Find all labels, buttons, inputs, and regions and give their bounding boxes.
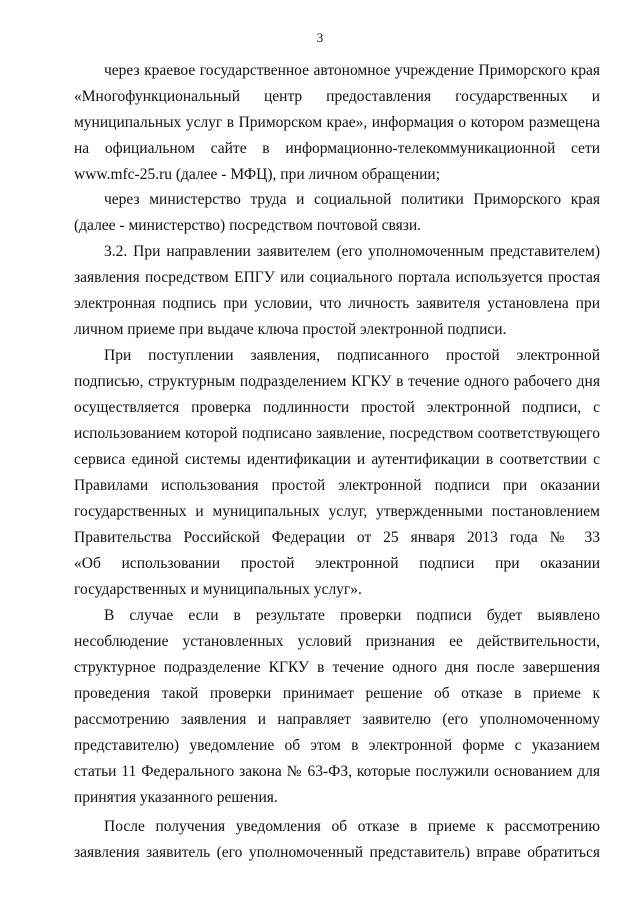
text-line: (далее - министерство) посредством почтовой связи. <box>74 217 422 234</box>
text-line: на официальном сайте в информационно-телекоммуникационной сети <box>74 140 600 157</box>
text-line: государственных и муниципальных услуг». <box>74 581 362 598</box>
text-line: «Многофункциональный центр предоставления государственных и <box>74 88 600 105</box>
text-line: В случае если в результате проверки подписи будет выявлено <box>104 607 600 624</box>
text-line: муниципальных услуг в Приморском крае», информация о котором размещена <box>74 114 600 131</box>
page-number: 3 <box>316 30 324 45</box>
text-line: Правилами использования простой электронной подписи при оказании <box>74 477 600 494</box>
text-line: структурное подразделение КГКУ в течение одного дня после завершения <box>74 659 600 676</box>
text-line: электронная подпись при условии, что личность заявителя установлена при <box>74 295 600 312</box>
text-line: статьи 11 Федерального закона № 63-ФЗ, которые послужили основанием для <box>74 763 600 780</box>
text-line: рассмотрению заявления и направляет заявителю (его уполномоченному <box>74 711 600 728</box>
text-line: заявления заявитель (его уполномоченный представитель) вправе обратиться <box>74 844 600 861</box>
text-line: осуществляется проверка подлинности простой электронной подписи, с <box>74 399 600 416</box>
text-line: государственных и муниципальных услуг, утвержденными постановлением <box>74 503 600 520</box>
text-line: При поступлении заявления, подписанного простой электронной <box>104 347 600 364</box>
text-line: принятия указанного решения. <box>74 789 278 806</box>
text-line: сервиса единой системы идентификации и аутентификации в соответствии с <box>74 451 600 468</box>
text-line: личном приеме при выдаче ключа простой электронной подписи. <box>74 321 507 338</box>
text-line: 3.2. При направлении заявителем (его уполномоченным представителем) <box>104 243 600 260</box>
text-line: использованием которой подписано заявление, посредством соответствующего <box>74 425 600 442</box>
text-line: проведения такой проверки принимает решение об отказе в приеме к <box>74 685 600 702</box>
text-line: Правительства Российской Федерации от 25 января 2013 года № 33 <box>74 529 600 546</box>
text-line: через краевое государственное автономное учреждение Приморского края <box>104 62 600 79</box>
text-line: подписью, структурным подразделением КГКУ в течение одного рабочего дня <box>74 373 600 390</box>
text-line: После получения уведомления об отказе в приеме к рассмотрению <box>104 818 600 835</box>
text-line: представителю) уведомление об этом в электронной форме с указанием <box>74 737 600 754</box>
text-line: несоблюдение установленных условий признания ее действительности, <box>74 633 600 650</box>
text-line: заявления посредством ЕПГУ или социального портала используется простая <box>74 269 600 286</box>
text-line: «Об использовании простой электронной подписи при оказании <box>74 555 600 572</box>
text-line: www.mfc-25.ru (далее - МФЦ), при личном обращении; <box>74 166 441 183</box>
text-line: через министерство труда и социальной политики Приморского края <box>104 191 600 208</box>
